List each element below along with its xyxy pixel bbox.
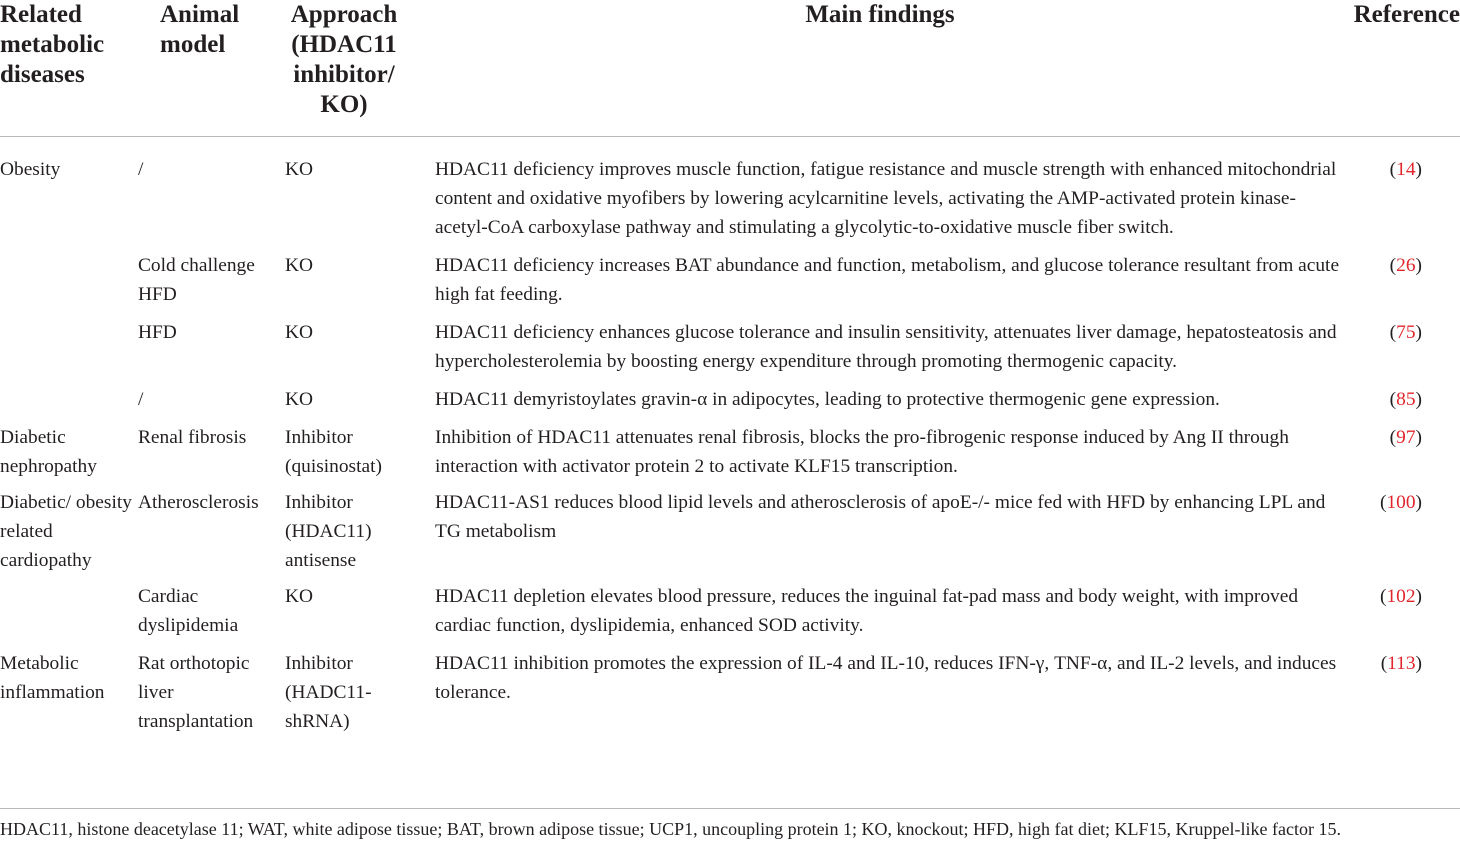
main-finding-cell: HDAC11 deficiency improves muscle function, fatigue resistance and muscle strength with enhanced mitochondrial content and oxidative myofibers by lowering acylcarnitine levels, activating the AMP-activated protein kinase-acetyl-CoA carboxylase pathway and stimulating a glycolytic-to-oxidative muscle fiber switch. bbox=[435, 159, 1337, 238]
table-body bbox=[0, 137, 1460, 737]
animal-model-cell: Cardiac dyslipidemia bbox=[138, 586, 239, 636]
table-bottom-rule bbox=[0, 808, 1460, 809]
table-row bbox=[0, 318, 1460, 385]
reference-link[interactable]: 26 bbox=[1396, 255, 1416, 276]
main-finding-cell: HDAC11 deficiency increases BAT abundance and function, metabolism, and glucose tolerance resultant from acute high fat feeding. bbox=[435, 255, 1340, 305]
reference-link[interactable]: 97 bbox=[1396, 427, 1416, 448]
approach-cell: KO bbox=[285, 389, 314, 410]
animal-model-cell: / bbox=[138, 389, 144, 410]
reference-cell: (14) bbox=[1389, 159, 1422, 180]
animal-model-cell: / bbox=[138, 159, 144, 180]
reference-link[interactable]: 102 bbox=[1386, 586, 1416, 607]
header-related-metabolic-diseases: Related metabolic diseases bbox=[0, 0, 138, 137]
reference-link[interactable]: 100 bbox=[1386, 492, 1416, 513]
reference-cell: (97) bbox=[1389, 427, 1422, 448]
reference-cell: (100) bbox=[1379, 492, 1422, 513]
table-row bbox=[0, 137, 1460, 252]
animal-model-cell: Renal fibrosis bbox=[138, 427, 247, 448]
table-header bbox=[0, 0, 1460, 137]
reference-cell: (26) bbox=[1389, 255, 1422, 276]
table-row bbox=[0, 385, 1460, 423]
header-approach: Approach (HDAC11 inhibitor/ KO) bbox=[285, 0, 435, 137]
reference-cell: (102) bbox=[1379, 586, 1422, 607]
reference-cell: (85) bbox=[1389, 389, 1422, 410]
disease-cell: Obesity bbox=[0, 159, 61, 180]
header-animal-model: Animal model bbox=[138, 0, 285, 137]
main-finding-cell: HDAC11 inhibition promotes the expression of IL-4 and IL-10, reduces IFN-γ, TNF-α, and IL-2 levels, and induces tolerance. bbox=[435, 653, 1337, 703]
reference-link[interactable]: 75 bbox=[1396, 322, 1416, 343]
animal-model-cell: Atherosclerosis bbox=[138, 492, 259, 513]
disease-cell: Diabetic nephropathy bbox=[0, 427, 97, 477]
approach-cell: Inhibitor (quisinostat) bbox=[285, 427, 382, 477]
disease-cell: Diabetic/ obesity related cardiopathy bbox=[0, 492, 132, 571]
table-row bbox=[0, 488, 1460, 582]
table-row bbox=[0, 649, 1460, 736]
main-finding-cell: HDAC11 demyristoylates gravin-α in adipocytes, leading to protective thermogenic gene expression. bbox=[435, 389, 1220, 410]
table-row bbox=[0, 423, 1460, 488]
reference-cell: (75) bbox=[1389, 322, 1422, 343]
main-finding-cell: Inhibition of HDAC11 attenuates renal fibrosis, blocks the pro-fibrogenic response induced by Ang II through interaction with activator protein 2 to activate KLF15 transcription. bbox=[435, 427, 1289, 477]
header-main-findings: Main findings bbox=[435, 0, 1345, 137]
disease-cell: Metabolic inflammation bbox=[0, 653, 105, 703]
main-finding-cell: HDAC11 depletion elevates blood pressure, reduces the inguinal fat-pad mass and body weight, with improved cardiac function, dyslipidemia, enhanced SOD activity. bbox=[435, 586, 1299, 636]
disease-cell bbox=[0, 385, 138, 423]
approach-cell: KO bbox=[285, 159, 314, 180]
header-reference: Reference bbox=[1345, 0, 1460, 137]
reference-link[interactable]: 113 bbox=[1387, 653, 1416, 674]
disease-cell bbox=[0, 318, 138, 385]
disease-cell bbox=[0, 582, 138, 649]
animal-model-cell: Rat orthotopic liver transplantation bbox=[138, 653, 254, 732]
animal-model-cell: Cold challenge HFD bbox=[138, 255, 255, 305]
approach-cell: Inhibitor (HDAC11) antisense bbox=[285, 492, 372, 571]
table-row bbox=[0, 251, 1460, 318]
reference-link[interactable]: 14 bbox=[1396, 159, 1416, 180]
table-footnote: HDAC11, histone deacetylase 11; WAT, white adipose tissue; BAT, brown adipose tissue; UCP1, uncoupling protein 1; KO, knockout; HFD, high fat diet; KLF15, Kruppel-like factor 15. bbox=[0, 819, 1341, 839]
reference-cell: (113) bbox=[1380, 653, 1422, 674]
table-row bbox=[0, 582, 1460, 649]
reference-link[interactable]: 85 bbox=[1396, 389, 1416, 410]
approach-cell: KO bbox=[285, 322, 314, 343]
main-finding-cell: HDAC11 deficiency enhances glucose tolerance and insulin sensitivity, attenuates liver damage, hepatosteatosis and hypercholesterolemia by boosting energy expenditure through promoting thermogenic capacity. bbox=[435, 322, 1337, 372]
approach-cell: Inhibitor (HADC11-shRNA) bbox=[285, 653, 372, 732]
animal-model-cell: HFD bbox=[138, 322, 177, 343]
approach-cell: KO bbox=[285, 255, 314, 276]
main-finding-cell: HDAC11-AS1 reduces blood lipid levels and atherosclerosis of apoE-/- mice fed with HFD by enhancing LPL and TG metabolism bbox=[435, 492, 1326, 542]
disease-cell bbox=[0, 251, 138, 318]
approach-cell: KO bbox=[285, 586, 314, 607]
